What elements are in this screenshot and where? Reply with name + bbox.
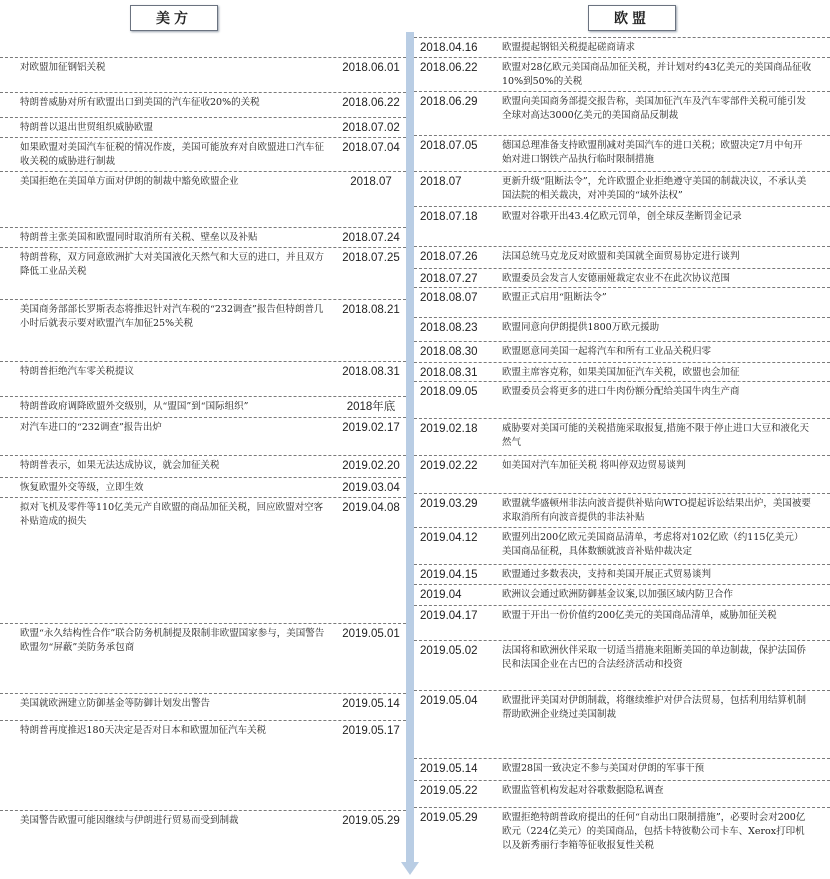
event-text: 更新升级“阻断法令”，允许欧盟企业拒绝遵守美国的制裁决议，不承认美国法院的相关裁决，对冲美国的“域外法权”: [502, 176, 807, 201]
event-date: 2019.03.29: [420, 498, 478, 510]
event-date: 2018.06.29: [420, 96, 478, 108]
event-divider: [414, 206, 830, 207]
event-divider: [0, 810, 406, 811]
timeline-arrow-icon: [401, 862, 419, 875]
event-text: 威胁要对美国可能的关税措施采取报复,措施不限于停止进口大豆和液化天然气: [502, 423, 810, 448]
event-divider: [0, 720, 406, 721]
us-event: [0, 299, 406, 329]
event-text: 欧盟对28亿欧元美国商品加征关税，并计划对约43亿美元的美国商品征收10%到50%的关税: [502, 62, 812, 87]
event-date: 2019.04.08: [342, 502, 400, 514]
event-date: 2018.08.07: [420, 292, 478, 304]
event-divider: [414, 171, 830, 172]
us-event: [0, 171, 406, 188]
eu-event: [414, 455, 830, 472]
event-date: 2019.04.12: [420, 532, 478, 544]
event-date: 2019.04.15: [420, 569, 478, 581]
event-text: 美国就欧洲建立防御基金等防御计划发出警告: [20, 698, 211, 709]
event-text: 特朗普主张美国和欧盟同时取消所有关税、壁垒以及补贴: [20, 232, 258, 243]
event-divider: [0, 361, 406, 362]
event-divider: [414, 91, 830, 92]
event-text: 特朗普拒绝汽车零关税提议: [20, 366, 135, 377]
event-divider: [414, 57, 830, 58]
event-date: 2018.06.01: [342, 62, 400, 74]
eu-event: [414, 640, 830, 670]
event-date: 2018.07.26: [420, 251, 478, 263]
us-event: [0, 693, 406, 710]
event-divider: [0, 417, 406, 418]
event-divider: [414, 564, 830, 565]
event-divider: [414, 341, 830, 342]
event-divider: [414, 493, 830, 494]
event-date: 2018.07.04: [342, 142, 400, 154]
event-date: 2018.04.16: [420, 42, 478, 54]
event-text: 欧洲议会通过欧洲防御基金议案,以加强区域内防卫合作: [502, 589, 734, 600]
event-divider: [414, 584, 830, 585]
eu-event: [414, 758, 830, 775]
eu-event: [414, 37, 830, 54]
timeline-axis: [406, 32, 414, 864]
event-text: 欧盟28国一致决定不参与美国对伊朗的军事干预: [502, 763, 705, 774]
event-text: 特朗普再度推迟180天决定是否对日本和欧盟加征汽车关税: [20, 725, 267, 736]
event-date: 2019.04: [420, 589, 462, 601]
event-divider: [0, 57, 406, 58]
eu-event: [414, 807, 830, 851]
event-date: 2018.07: [350, 176, 392, 188]
event-divider: [0, 227, 406, 228]
event-text: 法国将和欧洲伙伴采取一切适当措施来阻断美国的单边制裁，保护法国侨民和法国企业在古巴的合法经济活动和投资: [502, 645, 807, 670]
event-date: 2018.08.30: [420, 346, 478, 358]
event-date: 2018.06.22: [420, 62, 478, 74]
event-divider: [414, 690, 830, 691]
event-date: 2019.05.14: [420, 763, 478, 775]
eu-event: [414, 317, 830, 334]
event-divider: [0, 623, 406, 624]
event-text: 特朗普威胁对所有欧盟出口到美国的汽车征收20%的关税: [20, 97, 260, 108]
eu-event: [414, 690, 830, 720]
event-date: 2018.07.05: [420, 140, 478, 152]
eu-event: [414, 206, 830, 223]
eu-event: [414, 246, 830, 263]
event-date: 2018.09.05: [420, 386, 478, 398]
event-date: 2018.08.21: [342, 304, 400, 316]
event-divider: [414, 287, 830, 288]
event-divider: [414, 758, 830, 759]
event-text: 特朗普表示，如果无法达成协议，就会加征关税: [20, 460, 220, 471]
event-date: 2019.05.04: [420, 695, 478, 707]
event-divider: [414, 527, 830, 528]
event-divider: [414, 807, 830, 808]
event-date: 2018.07.02: [342, 122, 400, 134]
event-date: 2018.08.31: [420, 367, 478, 379]
eu-event: [414, 135, 830, 165]
event-divider: [0, 455, 406, 456]
event-divider: [0, 497, 406, 498]
eu-event: [414, 57, 830, 87]
eu-event: [414, 605, 830, 622]
event-divider: [0, 247, 406, 248]
event-text: 如果欧盟对美国汽车征税的情况作废，美国可能放弃对自欧盟进口汽车征收关税的威胁进行制裁: [20, 142, 325, 167]
event-text: 欧盟愿意同美国一起将汽车和所有工业品关税归零: [502, 346, 712, 357]
event-divider: [414, 362, 830, 363]
event-text: 美国拒绝在美国单方面对伊朗的制裁中豁免欧盟企业: [20, 176, 239, 187]
event-text: 欧盟委员会将更多的进口牛肉份额分配给美国牛肉生产商: [502, 386, 740, 397]
event-divider: [414, 780, 830, 781]
event-text: 对汽车进口的“232调查”报告出炉: [20, 422, 162, 433]
event-divider: [414, 605, 830, 606]
event-text: 美国警告欧盟可能因继续与伊朗进行贸易而受到制裁: [20, 815, 239, 826]
event-date: 2018.07.18: [420, 211, 478, 223]
event-text: 欧盟提起钢铝关税提起磋商请求: [502, 42, 636, 53]
event-text: 欧盟向美国商务部提交报告称，美国加征汽车及汽车零部件关税可能引发全球对高达3000亿美元的美国商品反制裁: [502, 96, 807, 121]
eu-event: [414, 362, 830, 379]
us-event: [0, 227, 406, 244]
eu-event: [414, 341, 830, 358]
event-text: 欧盟于开出一份价值约200亿美元的美国商品清单，威胁加征关税: [502, 610, 777, 621]
event-divider: [414, 135, 830, 136]
event-text: 欧盟同意向伊朗提供1800万欧元援助: [502, 322, 660, 333]
event-divider: [414, 381, 830, 382]
event-divider: [0, 171, 406, 172]
us-event: [0, 497, 406, 527]
us-event: [0, 92, 406, 109]
event-divider: [0, 92, 406, 93]
event-divider: [414, 317, 830, 318]
us-event: [0, 57, 406, 74]
event-date: 2019.04.17: [420, 610, 478, 622]
eu-event: [414, 584, 830, 601]
event-text: 欧盟监管机构发起对谷歌数据隐私调查: [502, 785, 664, 796]
event-divider: [414, 37, 830, 38]
event-date: 2018年底: [346, 401, 396, 413]
eu-event: [414, 268, 830, 285]
us-event: [0, 810, 406, 827]
eu-event: [414, 527, 830, 557]
us-event: [0, 417, 406, 434]
event-date: 2019.02.18: [420, 423, 478, 435]
event-divider: [0, 693, 406, 694]
event-date: 2018.07.25: [342, 252, 400, 264]
eu-event: [414, 780, 830, 797]
event-text: 特朗普称，双方同意欧洲扩大对美国液化天然气和大豆的进口，并且双方降低工业品关税: [20, 252, 325, 277]
eu-event: [414, 171, 830, 201]
event-date: 2018.07: [420, 176, 462, 188]
eu-event: [414, 91, 830, 121]
event-date: 2019.02.22: [420, 460, 478, 472]
event-text: 美国商务部部长罗斯表态将推迟针对汽车税的“232调查”报告但特朗普几小时后就表示要对欧盟汽车加征25%关税: [20, 304, 324, 329]
event-text: 欧盟“永久结构性合作”联合防务机制提及限制非欧盟国家参与，美国警告欧盟勿“屏蔽”美防务承包商: [20, 628, 325, 653]
event-text: 欧盟主席容克称，如果美国加征汽车关税，欧盟也会加征: [502, 367, 740, 378]
header-us: 美方: [130, 5, 218, 31]
header-eu: 欧盟: [588, 5, 676, 31]
event-divider: [0, 137, 406, 138]
event-text: 对欧盟加征钢铝关税: [20, 62, 106, 73]
event-date: 2018.07.24: [342, 232, 400, 244]
event-text: 欧盟就华盛顿州非法向波音提供补贴向WTO提起诉讼结果出炉，美国被要求取消所有向波音提供的非法补贴: [502, 498, 811, 523]
eu-event: [414, 493, 830, 523]
us-event: [0, 247, 406, 277]
us-event: [0, 623, 406, 653]
us-event: [0, 137, 406, 167]
event-date: 2019.05.02: [420, 645, 478, 657]
eu-event: [414, 381, 830, 398]
event-date: 2019.02.17: [342, 422, 400, 434]
event-date: 2018.07.27: [420, 273, 478, 285]
event-divider: [414, 418, 830, 419]
event-date: 2018.06.22: [342, 97, 400, 109]
eu-event: [414, 287, 830, 304]
event-date: 2019.05.01: [342, 628, 400, 640]
event-text: 拟对飞机及零件等110亿美元产自欧盟的商品加征关税，回应欧盟对空客补贴造成的损失: [20, 502, 324, 527]
event-divider: [414, 640, 830, 641]
event-text: 欧盟列出200亿欧元美国商品清单，考虑将对102亿欧（约115亿美元）美国商品征税，具体数额就波音补贴仲裁决定: [502, 532, 804, 557]
event-date: 2019.05.29: [420, 812, 478, 824]
us-event: [0, 455, 406, 472]
us-event: [0, 477, 406, 494]
eu-event: [414, 564, 830, 581]
event-divider: [0, 396, 406, 397]
event-text: 欧盟批评美国对伊朗制裁，将继续维护对伊合法贸易，包括利用结算机制帮助欧洲企业绕过美国制裁: [502, 695, 807, 720]
event-date: 2019.05.22: [420, 785, 478, 797]
event-text: 欧盟对谷歌开出43.4亿欧元罚单，创全球反垄断罚金记录: [502, 211, 742, 222]
event-text: 德国总理准备支持欧盟削减对美国汽车的进口关税；欧盟决定7月中旬开始对进口钢铁产品执行临时限制措施: [502, 140, 803, 165]
us-event: [0, 117, 406, 134]
event-divider: [0, 477, 406, 478]
event-divider: [0, 117, 406, 118]
us-event: [0, 396, 406, 413]
event-date: 2019.05.17: [342, 725, 400, 737]
event-text: 欧盟拒绝特朗普政府提出的任何“自动出口限制措施”，必要时会对200亿欧元（224亿美元）的美国商品，包括卡特彼勒公司卡车、Xerox打印机以及新秀丽行李箱等征收报复性关税: [502, 812, 806, 851]
event-date: 2019.02.20: [342, 460, 400, 472]
event-text: 欧盟正式启用“阻断法令”: [502, 292, 607, 303]
event-date: 2019.03.04: [342, 482, 400, 494]
event-text: 欧盟委员会发言人安德丽娅裁定农业不在此次协议范围: [502, 273, 731, 284]
event-date: 2019.05.14: [342, 698, 400, 710]
event-text: 法国总统马克龙反对欧盟和美国就全面贸易协定进行谈判: [502, 251, 740, 262]
event-divider: [414, 268, 830, 269]
event-date: 2018.08.31: [342, 366, 400, 378]
event-date: 2018.08.23: [420, 322, 478, 334]
event-divider: [414, 246, 830, 247]
event-text: 特朗普以退出世贸组织威胁欧盟: [20, 122, 154, 133]
us-event: [0, 720, 406, 737]
event-text: 恢复欧盟外交等级，立即生效: [20, 482, 144, 493]
eu-event: [414, 418, 830, 448]
event-text: 如美国对汽车加征关税 将叫停双边贸易谈判: [502, 460, 686, 471]
us-event: [0, 361, 406, 378]
event-divider: [0, 299, 406, 300]
event-text: 特朗普政府调降欧盟外交级别，从“盟国”到“国际组织”: [20, 401, 249, 412]
event-date: 2019.05.29: [342, 815, 400, 827]
event-divider: [414, 455, 830, 456]
event-text: 欧盟通过多数表决，支持和美国开展正式贸易谈判: [502, 569, 712, 580]
